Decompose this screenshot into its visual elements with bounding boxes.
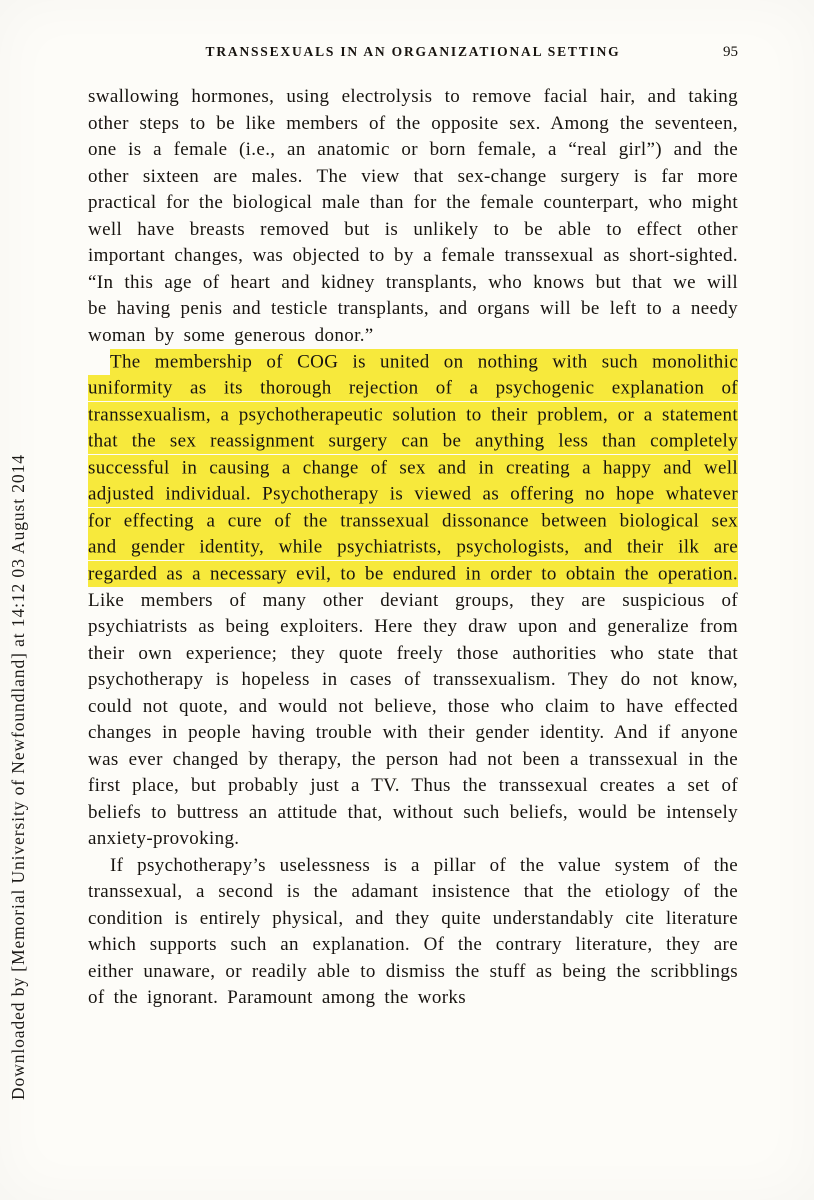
paragraph-2: [88, 349, 738, 853]
paragraph-2-continuation: Like members of many other deviant groups, they are suspicious of psychiatrists as being exploiters. Here they draw upon and generalize from their own experience; they quote freely those authorities who state that psychotherapy is hopeless in cases of transsexualism. They do not know, could not quote, and would not believe, those who claim to have effected changes in people having trouble with their gender identity. And if anyone was ever changed by therapy, the person had not been a transsexual in the first place, but probably just a TV. Thus the transsexual creates a set of beliefs to buttress an attitude that, without such beliefs, would be intensely anxiety-provoking.: [88, 589, 738, 849]
running-title: TRANSSEXUALS IN AN ORGANIZATIONAL SETTING: [205, 44, 621, 59]
page-content: [88, 0, 738, 1012]
download-watermark: Downloaded by [Memorial University of Newfoundland] at 14:12 03 August 2014: [8, 454, 28, 1100]
highlighted-passage: The membership of COG is united on nothing with such monolithic uniformity as its thorough rejection of a psychogenic explanation of transsexualism, a psychotherapeutic solution to their problem, or a statement that the sex reassignment surgery can be anything less than completely successful in causing a change of sex and in creating a happy and well adjusted individual. Psychotherapy is viewed as offering no hope whatever for effecting a cure of the transsexual dissonance between biological sex and gender identity, while psychiatrists, psychologists, and their ilk are regarded as a necessary evil, to be endured in order to obtain the operation.: [88, 349, 738, 587]
paragraph-1: swallowing hormones, using electrolysis to remove facial hair, and taking other steps to be like members of the opposite sex. Among the seventeen, one is a female (i.e., an anatomic or born female, a “real girl”) and the other sixteen are males. The view that sex-change surgery is far more practical for the biological male than for the female counterpart, who might well have breasts removed but is unlikely to be able to effect other important changes, was objected to by a female transsexual as short-sighted. “In this age of heart and kidney transplants, who knows but that we will be having penis and testicle transplants, and organs will be left to a needy woman by some generous donor.”: [88, 86, 738, 346]
body-text: [88, 84, 738, 1012]
page-number: 95: [723, 44, 738, 60]
running-header: [88, 44, 738, 64]
paragraph-3: If psychotherapy’s uselessness is a pillar of the value system of the transsexual, a second is the adamant insistence that the etiology of the condition is entirely physical, and they quite understandably cite literature which supports such an explanation. Of the contrary literature, they are either unaware, or readily able to dismiss the stuff as being the scribblings of the ignorant. Paramount among the works: [88, 854, 738, 1008]
